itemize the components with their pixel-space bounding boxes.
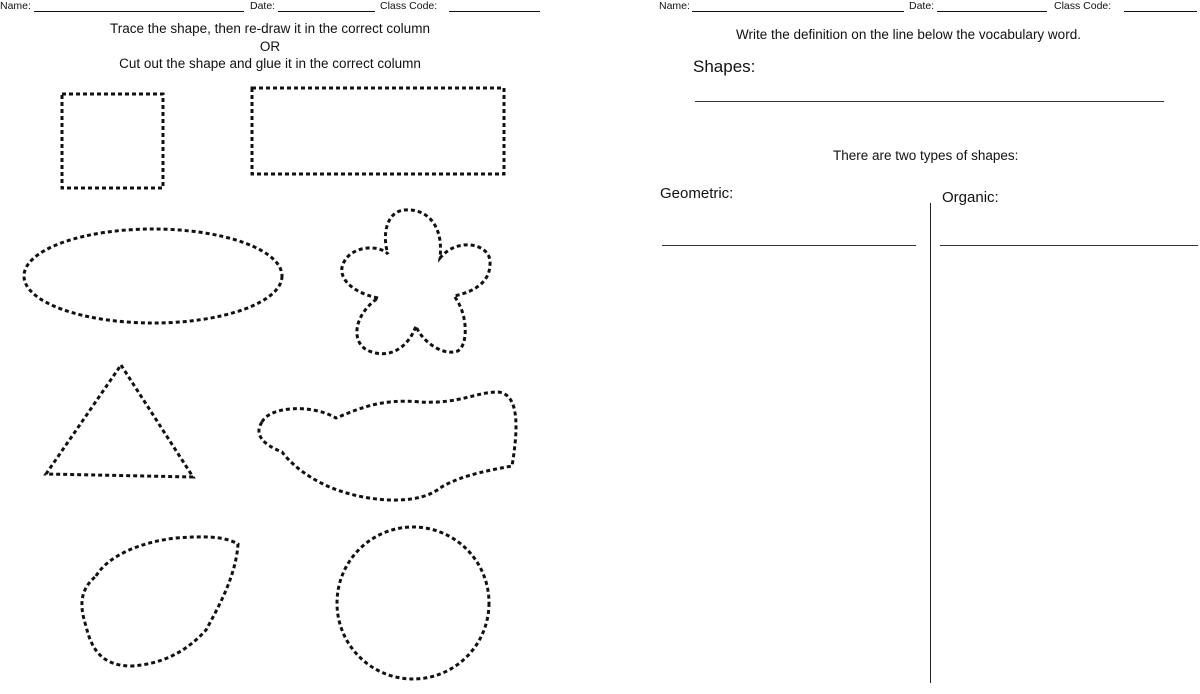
triangle-shape[interactable] [46, 365, 193, 477]
definition-instruction: Write the definition on the line below the vocabulary word. [736, 27, 1081, 42]
date-label: Date: [909, 0, 935, 12]
organic-label: Organic: [942, 189, 999, 206]
flower-shape[interactable] [342, 210, 490, 354]
class-code-label: Class Code: [380, 0, 438, 12]
organic-line[interactable] [940, 245, 1198, 246]
left-worksheet [0, 0, 560, 694]
vocab-word-shapes: Shapes: [693, 57, 756, 76]
date-line[interactable] [937, 11, 1047, 12]
geometric-line[interactable] [662, 245, 916, 246]
class-code-line[interactable] [1124, 11, 1197, 12]
instruction-line-3: Cut out the shape and glue it in the correct column [119, 56, 421, 71]
geometric-label: Geometric: [660, 185, 734, 202]
oval-shape[interactable] [24, 229, 282, 323]
square-shape[interactable] [62, 94, 163, 188]
rectangle-shape[interactable] [252, 88, 504, 174]
instruction-line-2: OR [259, 38, 281, 54]
leaf-shape[interactable] [82, 537, 238, 666]
column-divider [930, 203, 931, 683]
right-worksheet [640, 0, 1200, 694]
circle-shape[interactable] [337, 527, 489, 679]
instruction-line-1: Trace the shape, then re-draw it in the correct column [110, 21, 430, 36]
date-label: Date: [250, 0, 276, 12]
blob-shape[interactable] [259, 392, 516, 500]
class-code-label: Class Code: [1054, 0, 1112, 12]
tracing-shapes [0, 0, 560, 694]
name-label: Name: [659, 0, 690, 12]
name-line[interactable] [692, 11, 904, 12]
name-label: Name: [0, 0, 31, 12]
definition-line[interactable] [695, 101, 1164, 102]
types-intro: There are two types of shapes: [833, 148, 1019, 163]
